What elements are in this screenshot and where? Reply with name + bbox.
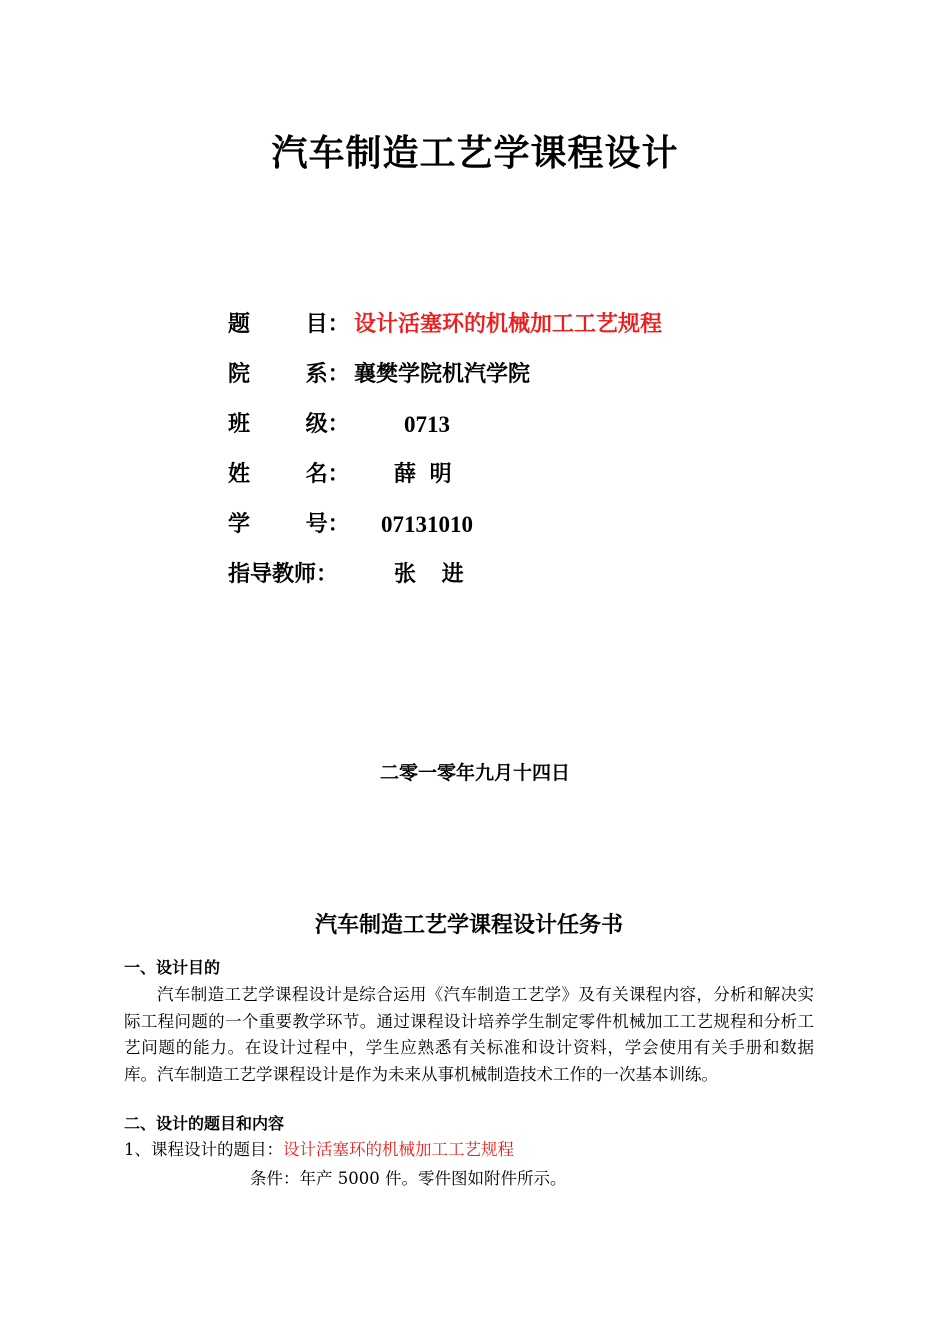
topic-value: 设计活塞环的机械加工工艺规程 (354, 312, 663, 337)
student-id-label: 学 号： (228, 512, 350, 537)
name-label: 姓 名： (228, 462, 350, 487)
class-label: 班 级： (228, 412, 350, 437)
item-1-line (124, 1137, 514, 1163)
class-value: 0713 (404, 412, 450, 437)
task-book-title: 汽车制造工艺学课程设计任务书 (314, 913, 623, 938)
condition-line: 条件：年产 5000 件。零件图如附件所示。 (250, 1169, 567, 1188)
department-value: 襄樊学院机汽学院 (354, 362, 531, 387)
advisor-label: 指导教师： (228, 562, 339, 587)
cover-title: 汽车制造工艺学课程设计 (271, 133, 679, 174)
advisor-value: 张 进 (394, 562, 464, 587)
department-label: 院 系： (228, 362, 350, 387)
name-value: 薛 明 (394, 462, 452, 487)
section-2-heading: 二、设计的题目和内容 (124, 1114, 285, 1133)
item-1-prefix: 1、课程设计的题目： (124, 1140, 283, 1159)
student-id-value: 07131010 (381, 512, 473, 537)
cover-date: 二零一零年九月十四日 (379, 762, 570, 784)
item-1-value: 设计活塞环的机械加工工艺规程 (283, 1140, 514, 1159)
topic-label: 题 目： (228, 312, 350, 337)
section-1-heading: 一、设计目的 (124, 958, 221, 977)
section-1-paragraph: 汽车制造工艺学课程设计是综合运用《汽车制造工艺学》及有关课程内容，分析和解决实际工程问题的一个重要教学环节。通过课程设计培养学生制定零件机械加工工艺规程和分析工艺问题的能力。在设计过程中，学生应熟悉有关标准和设计资料，学会使用有关手册和数据库。汽车制造工艺学课程设计是作为未来从事机械制造技术工作的一次基本训练。 (124, 985, 814, 1084)
